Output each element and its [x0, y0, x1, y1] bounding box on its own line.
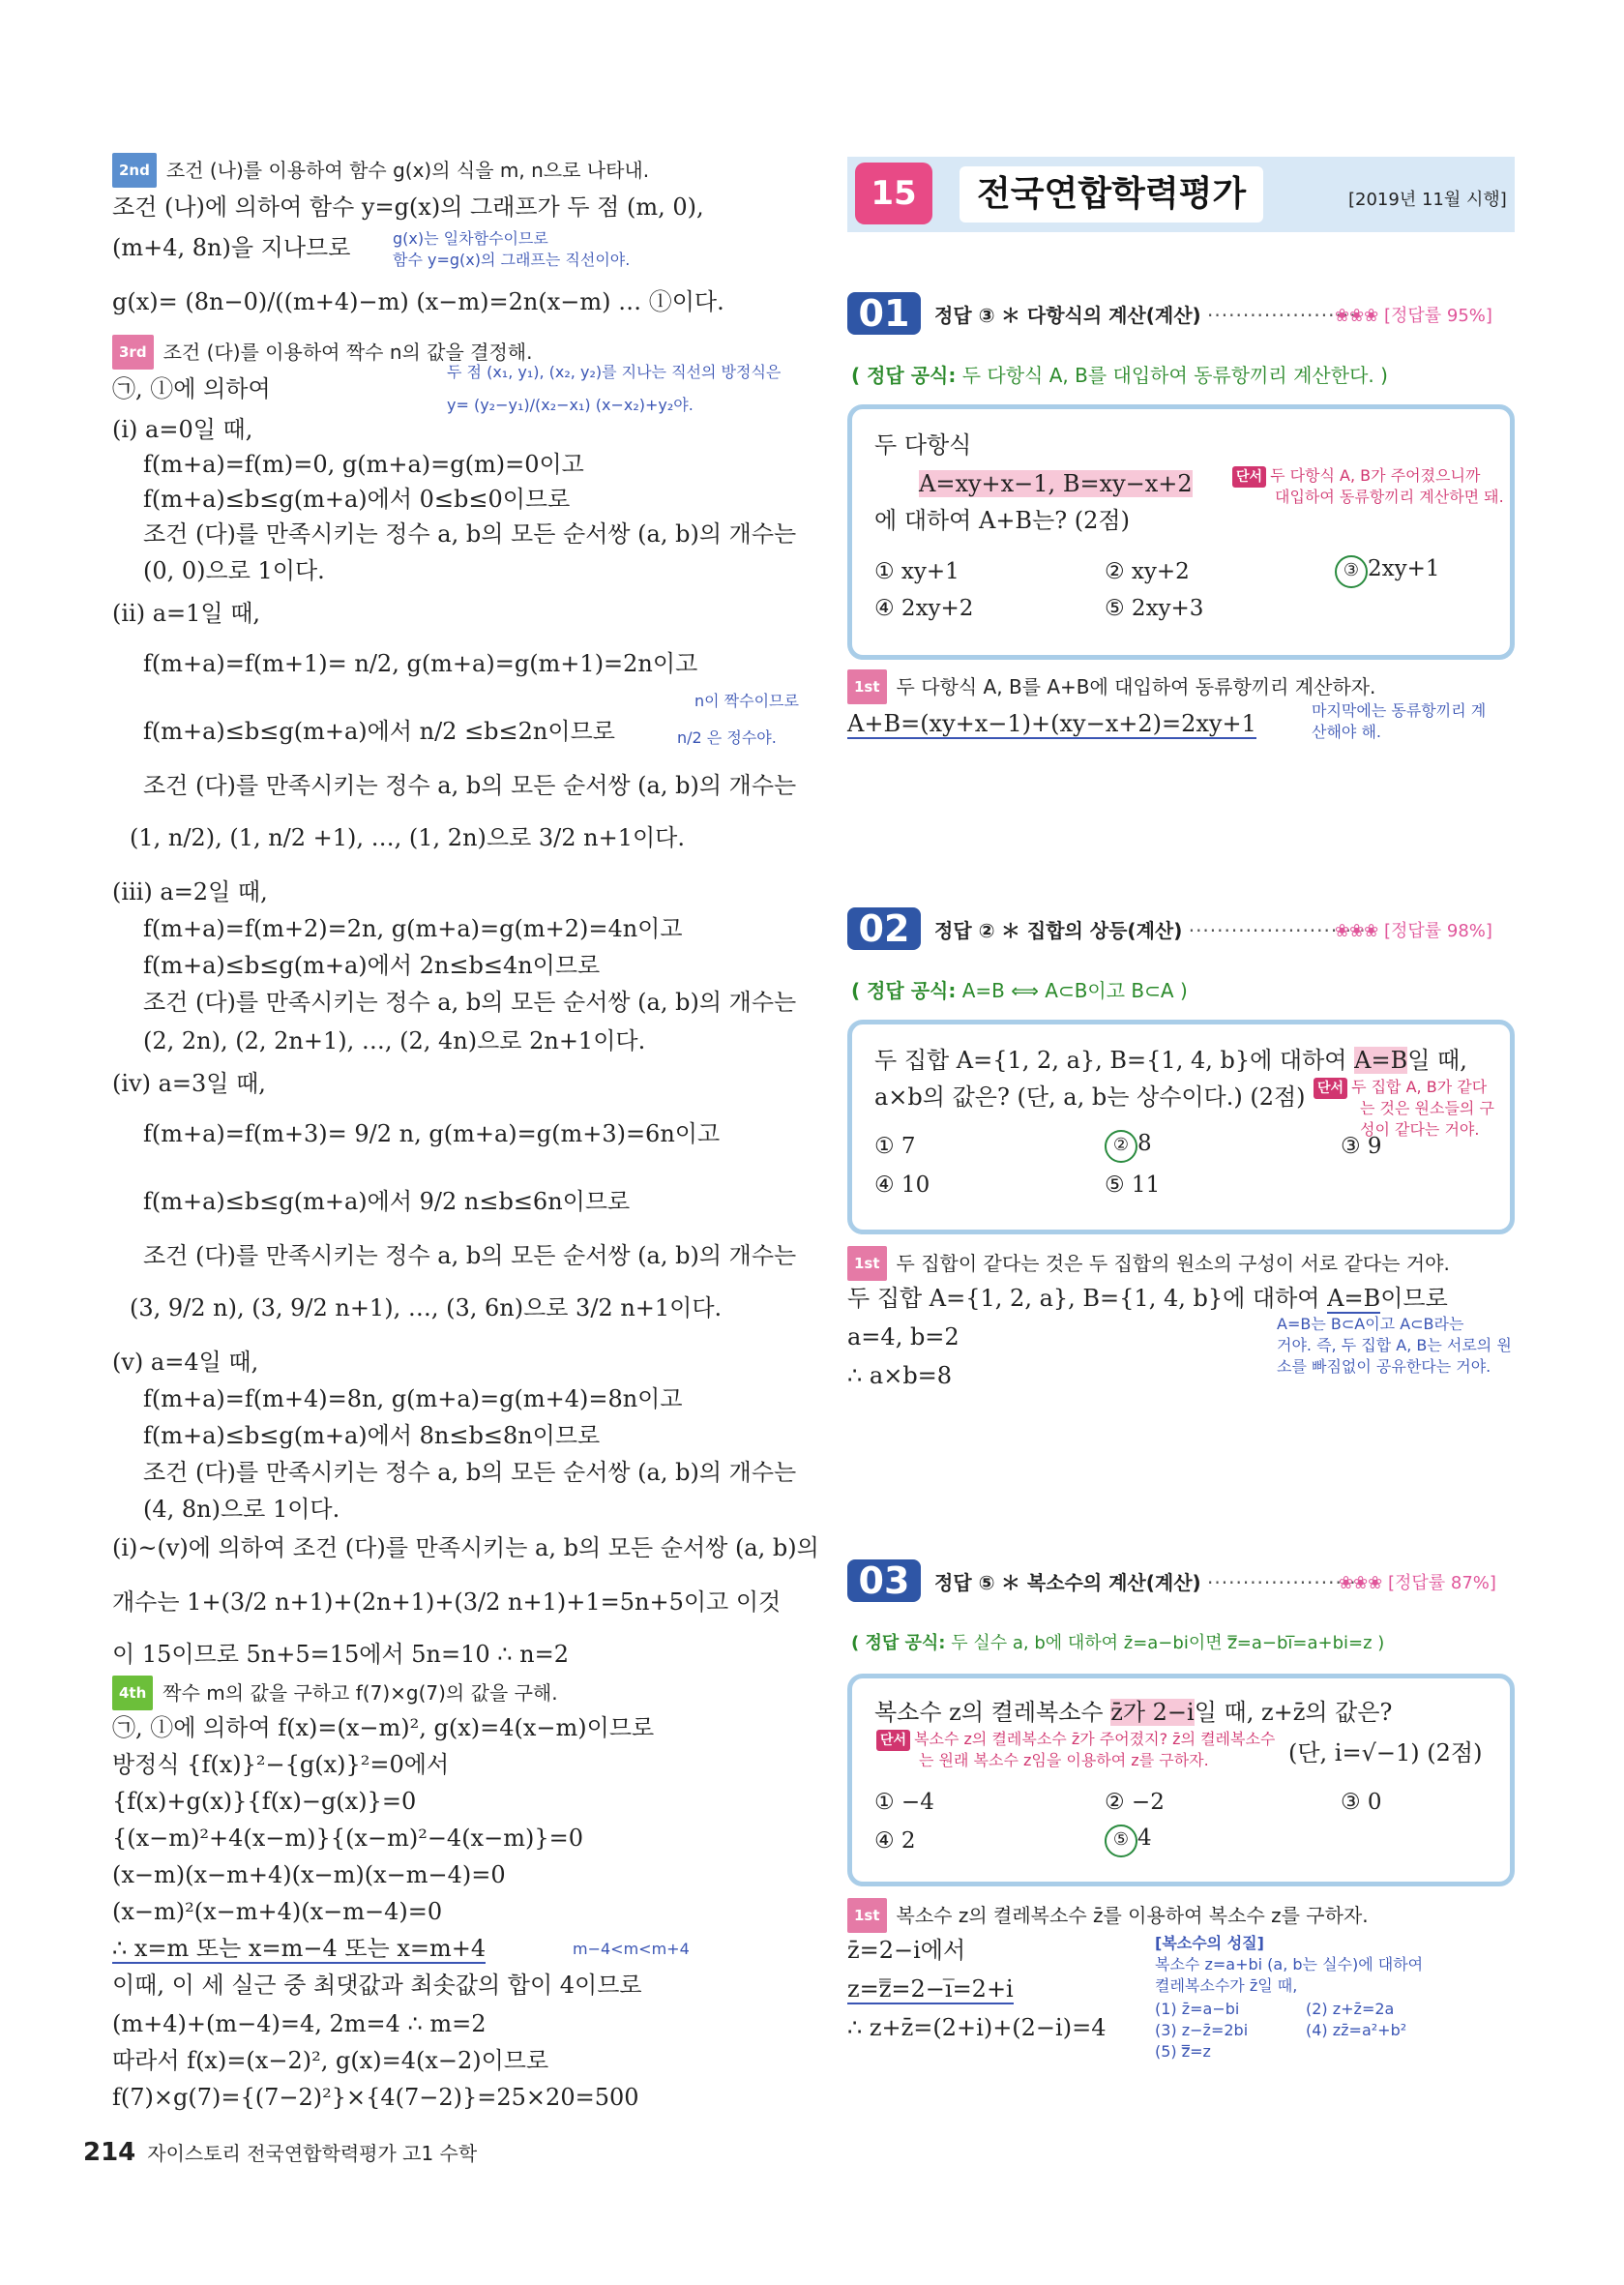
equation-line: (x−m)(x−m+4)(x−m)(x−m−4)=0: [112, 1861, 506, 1888]
choice-4: ④ 2xy+2: [874, 596, 974, 621]
correct-answer-circle: ②: [1105, 1130, 1137, 1163]
text-line: (2, 2n), (2, 2n+1), …, (2, 4n)으로 2n+1이다.: [143, 1027, 646, 1054]
margin-note: n이 짝수이므로: [694, 692, 799, 710]
case-heading: (ⅰ) a=0일 때,: [112, 416, 253, 443]
property-text: 켤레복소수가 z̄일 때,: [1155, 1976, 1298, 1995]
solution-line: 두 집합 A={1, 2, a}, B={1, 4, b}에 대하여 A=B이므로: [847, 1285, 1448, 1312]
answer-formula: ( 정답 공식: 두 실수 a, b에 대하여 z̄=a−bi이면 z̿=a−bi̅=a+bi=z ): [851, 1633, 1385, 1653]
equation-line: (3, 9/2 n), (3, 9/2 n+1), …, (3, 6n)으로 3/2 n+1이다.: [130, 1294, 723, 1321]
question-header: 정답 ③ ＊ 다항식의 계산(계산) ·····················: [934, 304, 1357, 327]
answer-formula: ( 정답 공식: 두 다항식 A, B를 대입하여 동류항끼리 계산한다. ): [851, 364, 1388, 387]
choice-1: ① −4: [874, 1790, 934, 1815]
hint-note: 는 것은 원소들의 구: [1360, 1099, 1494, 1117]
text-line: 조건 (다)를 만족시키는 정수 a, b의 모든 순서쌍 (a, b)의 개수는: [143, 772, 797, 799]
step-tag: 4th: [112, 1676, 153, 1710]
equation-line: {(x−m)²+4(x−m)}{(x−m)²−4(x−m)}=0: [112, 1825, 583, 1852]
hint-note: 단서 두 다항식 A, B가 주어졌으니까: [1232, 466, 1480, 488]
step-4-heading: 4th 짝수 m의 값을 구하고 f(7)×g(7)의 값을 구해.: [112, 1676, 558, 1710]
choice-1: ① 7: [874, 1134, 916, 1159]
margin-note: 함수 y=g(x)의 그래프는 직선이야.: [393, 251, 631, 269]
choice-3: ③ 0: [1341, 1790, 1382, 1815]
equation-line: 따라서 f(x)=(x−2)², g(x)=4(x−2)이므로: [112, 2047, 549, 2074]
hint-note: 는 원래 복소수 z임을 이용하여 z를 구하자.: [919, 1751, 1209, 1769]
page-number: 214: [83, 2138, 136, 2167]
property-item: (3) z−z̄=2bi: [1155, 2021, 1249, 2039]
equation-line: f(m+a)≤b≤g(m+a)에서 9/2 n≤b≤6n이므로: [143, 1188, 631, 1215]
step-3-heading: 3rd 조건 (다)를 이용하여 짝수 n의 값을 결정해.: [112, 335, 532, 370]
exam-round-badge: 15회: [855, 163, 932, 224]
case-heading: (ⅲ) a=2일 때,: [112, 878, 268, 905]
equation-line: (1, n/2), (1, n/2 +1), …, (1, 2n)으로 3/2 n+1이다.: [130, 824, 685, 851]
margin-note: m−4<m<m+4: [573, 1940, 690, 1958]
equation-line: f(m+a)≤b≤g(m+a)에서 2n≤b≤4n이므로: [143, 952, 601, 979]
margin-note: 거야. 즉, 두 집합 A, B는 서로의 원: [1277, 1336, 1512, 1354]
answer-formula: ( 정답 공식: A=B ⟺ A⊂B이고 B⊂A ): [851, 979, 1188, 1002]
equation-line: 개수는 1+(3/2 n+1)+(2n+1)+(3/2 n+1)+1=5n+5이고 이것: [112, 1588, 782, 1616]
equation-line: f(m+a)≤b≤g(m+a)에서 0≤b≤0이므로: [143, 486, 571, 513]
case-heading: (ⅳ) a=3일 때,: [112, 1070, 266, 1097]
problem-text: 에 대하여 A+B는? (2점): [874, 507, 1130, 534]
equation-line: f(m+a)=f(m+3)= 9/2 n, g(m+a)=g(m+3)=6n이고: [143, 1120, 721, 1147]
text-line: (4, 8n)으로 1이다.: [143, 1496, 340, 1523]
margin-note: 마지막에는 동류항끼리 계: [1312, 701, 1487, 720]
equation-line: f(m+a)≤b≤g(m+a)에서 8n≤b≤8n이므로: [143, 1422, 601, 1449]
equation-line: ㉠, ⓛ에 의하여 f(x)=(x−m)², g(x)=4(x−m)이므로: [112, 1714, 655, 1741]
equation-line: 이 15이므로 5n+5=15에서 5n=10 ∴ n=2: [112, 1641, 570, 1668]
solution-line: z̄=2−i에서: [847, 1937, 966, 1964]
equation-line: 방정식 {f(x)}²−{g(x)}²=0에서: [112, 1751, 450, 1778]
solution-line: ∴ a×b=8: [847, 1362, 953, 1389]
solution-line: a=4, b=2: [847, 1323, 960, 1350]
problem-text: 두 집합 A={1, 2, a}, B={1, 4, b}에 대하여 A=B일 때,: [874, 1047, 1467, 1074]
solution-line: A+B=(xy+x−1)+(xy−x+2)=2xy+1: [847, 710, 1256, 737]
question-number: 02: [847, 907, 921, 950]
text-line: 조건 (다)를 만족시키는 정수 a, b의 모든 순서쌍 (a, b)의 개수는: [143, 1459, 797, 1486]
text-line: 이때, 이 세 실근 중 최댓값과 최솟값의 합이 4이므로: [112, 1972, 642, 1999]
margin-note: 두 점 (x₁, y₁), (x₂, y₂)를 지나는 직선의 방정식은: [447, 363, 782, 381]
equation-line: (x−m)²(x−m+4)(x−m−4)=0: [112, 1898, 443, 1925]
correct-rate: ❀❀❀ [정답률 87%]: [1339, 1573, 1496, 1593]
text-line: (m+4, 8n)을 지나므로: [112, 234, 351, 261]
text-line: (0, 0)으로 1이다.: [143, 557, 325, 584]
text-line: (ⅰ)~(ⅴ)에 의하여 조건 (다)를 만족시키는 a, b의 모든 순서쌍 (a, b)의: [112, 1534, 819, 1561]
question-number: 03: [847, 1559, 921, 1602]
step-2-heading: 2nd 조건 (나)를 이용하여 함수 g(x)의 식을 m, n으로 나타내.: [112, 153, 649, 188]
solution-step: 1st 두 다항식 A, B를 A+B에 대입하여 동류항끼리 계산하자.: [847, 669, 1375, 704]
property-item: (2) z+z̄=2a: [1306, 2000, 1395, 2018]
choice-5: ⑤ 11: [1105, 1172, 1161, 1198]
property-item: (5) z̿=z: [1155, 2042, 1211, 2061]
property-item: (4) zz̄=a²+b²: [1306, 2021, 1407, 2039]
choice-3: ③ 9: [1341, 1134, 1382, 1159]
property-text: 복소수 z=a+bi (a, b는 실수)에 대하여: [1155, 1955, 1424, 1973]
solution-step: 1st 복소수 z의 켤레복소수 z̄를 이용하여 복소수 z를 구하자.: [847, 1898, 1369, 1933]
problem-text: A=xy+x−1, B=xy−x+2: [919, 470, 1193, 497]
case-heading: (ⅱ) a=1일 때,: [112, 600, 261, 627]
text-line: 조건 (나)에 의하여 함수 y=g(x)의 그래프가 두 점 (m, 0),: [112, 193, 704, 221]
margin-note: g(x)는 일차함수이므로: [393, 229, 548, 248]
equation-line: f(m+a)=f(m+1)= n/2, g(m+a)=g(m+1)=2n이고: [143, 650, 698, 677]
choice-2: ② −2: [1105, 1790, 1165, 1815]
problem-text: 두 다항식: [874, 431, 972, 459]
text-line: 조건 (다)를 만족시키는 정수 a, b의 모든 순서쌍 (a, b)의 개수는: [143, 1242, 797, 1269]
text-line: ㉠, ⓛ에 의하여: [112, 375, 271, 402]
property-title: [복소수의 성질]: [1155, 1934, 1264, 1952]
question-header: 정답 ② ＊ 집합의 상등(계산) ·························: [934, 919, 1367, 942]
case-heading: (ⅴ) a=4일 때,: [112, 1349, 259, 1376]
problem-condition: (단, i=√−1) (2점): [1288, 1739, 1483, 1766]
equation-line: f(m+a)=f(m)=0, g(m+a)=g(m)=0이고: [143, 451, 584, 478]
choice-4: ④ 10: [874, 1172, 930, 1198]
choice-3-correct: ③ 2xy+1: [1335, 555, 1440, 588]
question-header: 정답 ⑤ ＊ 복소수의 계산(계산) ·····················: [934, 1571, 1357, 1594]
correct-answer-circle: ③: [1335, 555, 1368, 588]
exam-date: [2019년 11월 시행]: [1348, 190, 1507, 210]
choice-5: ⑤ 2xy+3: [1105, 596, 1204, 621]
margin-note: 소를 빠짐없이 공유한다는 거야.: [1277, 1357, 1491, 1376]
step-tag: 3rd: [112, 335, 154, 370]
text-line: 조건 (다)를 만족시키는 정수 a, b의 모든 순서쌍 (a, b)의 개수는: [143, 520, 797, 548]
choice-2: ② xy+2: [1105, 559, 1190, 584]
margin-note: n/2 은 정수야.: [677, 728, 777, 747]
margin-note: 산해야 해.: [1312, 723, 1381, 741]
problem-text: a×b의 값은? (단, a, b는 상수이다.) (2점): [874, 1083, 1306, 1111]
equation-line: f(7)×g(7)={(7−2)²}×{4(7−2)}=25×20=500: [112, 2084, 639, 2111]
equation-line: f(m+a)=f(m+4)=8n, g(m+a)=g(m+4)=8n이고: [143, 1385, 683, 1412]
equation-line: (m+4)+(m−4)=4, 2m=4 ∴ m=2: [112, 2010, 487, 2037]
choice-4: ④ 2: [874, 1828, 916, 1854]
solution-line: ∴ z+z̄=(2+i)+(2−i)=4: [847, 2014, 1107, 2041]
property-item: (1) z̄=a−bi: [1155, 2000, 1240, 2018]
hint-note: 성이 같다는 거야.: [1360, 1120, 1480, 1139]
text-line: 조건 (다)를 만족시키는 정수 a, b의 모든 순서쌍 (a, b)의 개수는: [143, 989, 797, 1016]
step-tag: 2nd: [112, 153, 157, 188]
choice-2-correct: ② 8: [1105, 1130, 1152, 1163]
question-number: 01: [847, 292, 921, 335]
equation-line: g(x)= (8n−0)/((m+4)−m) (x−m)=2n(x−m) … ⓛ이다.: [112, 288, 724, 315]
hint-note: 단서 복소수 z의 켤레복소수 z̄가 주어졌지? z̄의 켤레복소수: [876, 1730, 1275, 1751]
choice-5-correct: ⑤ 4: [1105, 1825, 1152, 1857]
equation-line: f(m+a)≤b≤g(m+a)에서 n/2 ≤b≤2n이므로: [143, 718, 615, 745]
hint-note: 단서 두 집합 A, B가 같다: [1314, 1078, 1487, 1099]
problem-text: 복소수 z의 켤레복소수 z̄가 2−i일 때, z+z̄의 값은?: [874, 1699, 1393, 1726]
hint-note: 대입하여 동류항끼리 계산하면 돼.: [1275, 488, 1504, 506]
solution-step: 1st 두 집합이 같다는 것은 두 집합의 원소의 구성이 서로 같다는 거야.: [847, 1246, 1450, 1281]
correct-rate: ❀❀❀ [정답률 95%]: [1335, 306, 1492, 326]
choice-1: ① xy+1: [874, 559, 960, 584]
correct-rate: ❀❀❀ [정답률 98%]: [1335, 921, 1492, 941]
margin-note: A=B는 B⊂A이고 A⊂B라는: [1277, 1315, 1464, 1333]
equation-line: ∴ x=m 또는 x=m−4 또는 x=m+4: [112, 1935, 487, 1962]
page-footer: [83, 2138, 477, 2167]
book-title: 자이스토리 전국연합학력평가 고1 수학: [147, 2142, 478, 2165]
margin-note: y= (y₂−y₁)/(x₂−x₁) (x−x₂)+y₂야.: [447, 396, 694, 414]
exam-title: 전국연합학력평가: [960, 166, 1263, 223]
equation-line: f(m+a)=f(m+2)=2n, g(m+a)=g(m+2)=4n이고: [143, 915, 683, 942]
correct-answer-circle: ⑤: [1105, 1825, 1137, 1857]
solution-line: z=z̿=2−i̅=2+i: [847, 1975, 1014, 2003]
equation-line: {f(x)+g(x)}{f(x)−g(x)}=0: [112, 1788, 417, 1815]
